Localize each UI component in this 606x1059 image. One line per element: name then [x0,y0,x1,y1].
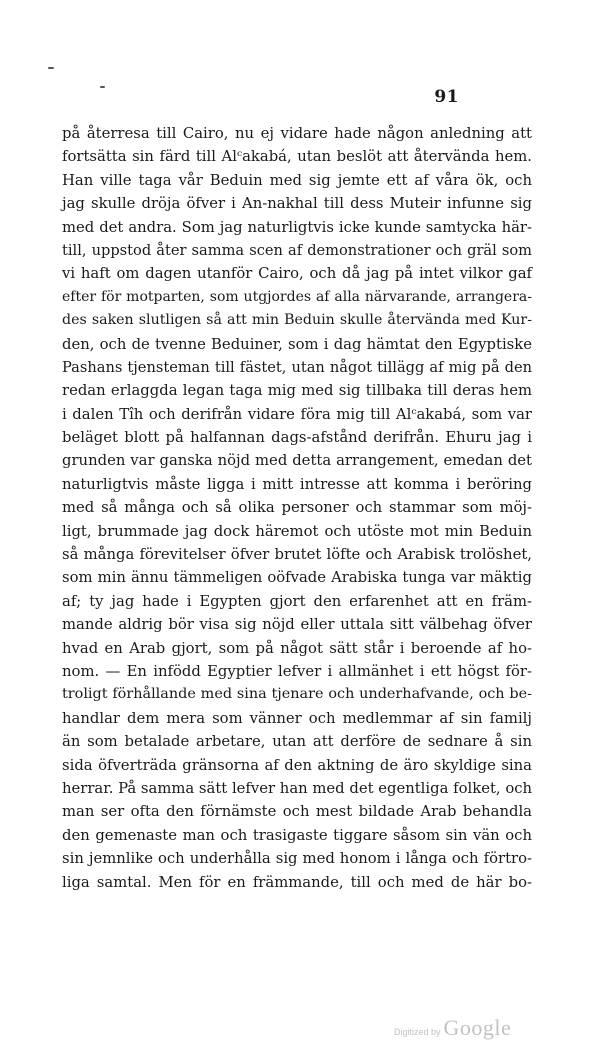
text-line: man ser ofta den förnämste och mest bildade Arab behandla [62,803,532,821]
watermark-prefix: Digitized by [394,1027,441,1037]
digitized-by-google-watermark [394,1015,511,1043]
text-line: i dalen Tîh och derifrån vidare föra mig till Alᶜakabá, som var [62,405,532,423]
body-text [62,122,532,894]
text-line: vi haft om dagen utanför Cairo, och då jag på intet vilkor gaf [62,265,532,283]
text-line: handlar dem mera som vänner och medlemmar af sin familj [62,709,532,727]
text-line: på återresa till Cairo, nu ej vidare hade någon anledning att [62,125,532,142]
text-line: redan erlaggda legan taga mig med sig tillbaka till deras hem [62,382,532,400]
text-line: med det andra. Som jag naturligtvis icke kunde samtycka här- [62,218,532,236]
scan-speck [48,67,54,69]
text-line: fortsätta sin färd till Alᶜakabá, utan beslöt att återvända hem. [62,148,532,166]
text-line: till, uppstod åter samma scen af demonstrationer och gräl som [62,241,532,259]
text-line: naturligtvis måste ligga i mitt intresse att komma i beröring [62,475,532,493]
page-number: 91 [434,87,459,107]
text-line: hvad en Arab gjort, som på något sätt står i beroende af ho- [62,639,532,657]
text-line: mande aldrig bör visa sig nöjd eller uttala sitt välbehag öfver [62,616,532,634]
text-line: troligt förhållande med sina tjenare och underhafvande, och be- [62,686,532,703]
text-line: liga samtal. Men för en främmande, till och med de här bo- [62,873,532,891]
text-line: sin jemnlike och underhålla sig med honom i långa och förtro- [62,850,532,868]
text-line: grunden var ganska nöjd med detta arrangement, emedan det [62,452,532,470]
text-line: den gemenaste man och trasigaste tiggare såsom sin vän och [62,826,532,844]
text-line: Pashans tjensteman till fästet, utan något tillägg af mig på den [62,358,532,376]
text-line: som min ännu tämmeligen oöfvade Arabiska tunga var mäktig [62,569,532,587]
text-line: Han ville taga vår Beduin med sig jemte ett af våra ök, och [62,171,532,189]
text-line: des saken slutligen så att min Beduin skulle återvända med Kur- [62,312,532,329]
text-line: med så många och så olika personer och stammar som möj- [62,499,532,517]
text-line: ligt, brummade jag dock häremot och utöste mot min Beduin [62,522,532,540]
text-line: efter för motparten, som utgjordes af alla närvarande, arrangera- [62,288,532,305]
text-line: beläget blott på halfannan dags-afstånd derifrån. Ehuru jag i [62,429,532,447]
text-line: än som betalade arbetare, utan att derföre de sednare å sin [62,733,532,751]
google-logo: Google [443,1015,512,1040]
scan-speck [100,86,105,88]
text-line: nom. — En infödd Egyptier lefver i allmänhet i ett högst för- [62,662,532,680]
text-line: jag skulle dröja öfver i An-nakhal till dess Muteir infunne sig [62,195,532,213]
text-line: sida öfverträda gränsorna af den aktning de äro skyldige sina [62,756,532,774]
text-line: af; ty jag hade i Egypten gjort den erfarenhet att en främ- [62,592,532,610]
text-line: så många förevitelser öfver brutet löfte och Arabisk trolöshet, [62,546,532,564]
text-line: den, och de tvenne Beduiner, som i dag hämtat den Egyptiske [62,335,532,353]
text-line: herrar. På samma sätt lefver han med det egentliga folket, och [62,779,533,797]
